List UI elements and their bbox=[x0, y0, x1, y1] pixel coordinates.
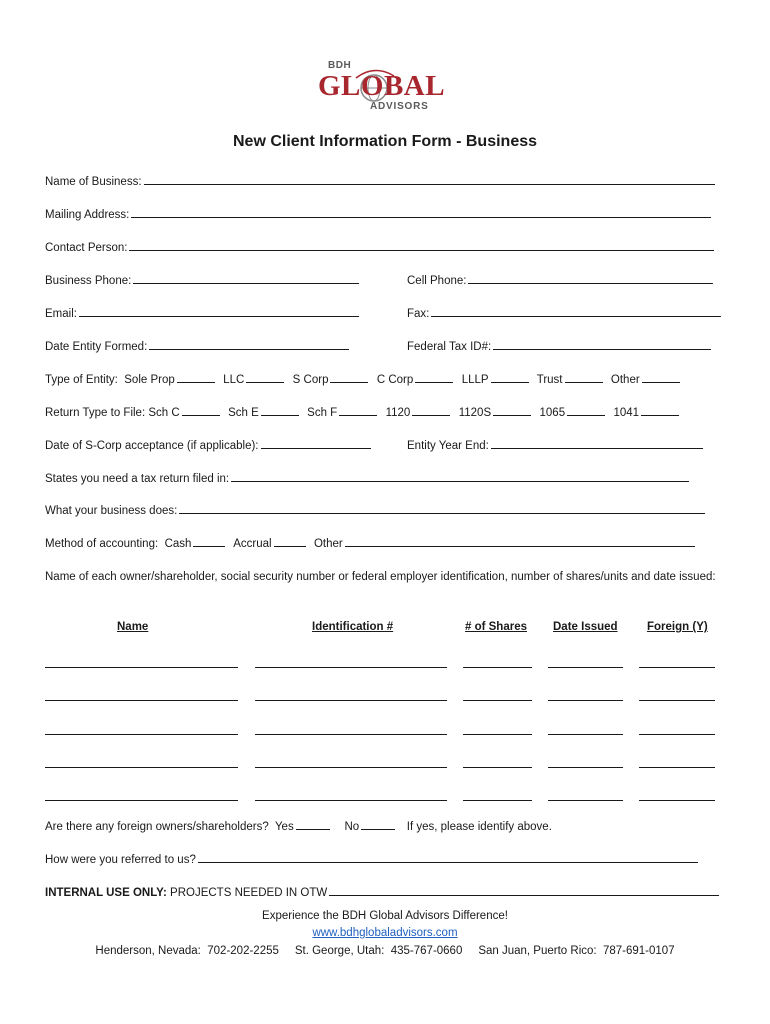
header-foreign: Foreign (Y) bbox=[647, 621, 708, 633]
business-name-row bbox=[45, 174, 717, 188]
business-phone-row bbox=[45, 273, 361, 287]
footer-offices: Henderson, Nevada: 702-202-2255 St. George, Utah: 435-767-0660 San Juan, Puerto Rico: 787-691-0107 bbox=[95, 945, 675, 957]
owner-foreign-field[interactable] bbox=[639, 667, 715, 668]
foreign-question-row bbox=[45, 819, 552, 833]
entity-other-field[interactable] bbox=[642, 372, 680, 383]
return-sch-f: Sch F bbox=[307, 407, 338, 419]
entity-year-end-row bbox=[407, 438, 705, 452]
owner-id-field[interactable] bbox=[255, 767, 447, 768]
logo-global: GLOBAL bbox=[318, 70, 446, 102]
return-type-label: Return Type to File: bbox=[45, 407, 146, 419]
form-title: New Client Information Form - Business bbox=[232, 133, 538, 150]
entity-c-corp: C Corp bbox=[376, 374, 414, 386]
owner-name-field[interactable] bbox=[45, 734, 238, 735]
owner-date-field[interactable] bbox=[548, 667, 623, 668]
header-identification: Identification # bbox=[312, 621, 394, 633]
entity-other: Other bbox=[610, 374, 640, 386]
business-name-label: Name of Business: bbox=[45, 176, 142, 188]
return-sch-c-field[interactable] bbox=[182, 405, 220, 416]
owner-date-field[interactable] bbox=[548, 800, 623, 801]
owner-foreign-field[interactable] bbox=[639, 734, 715, 735]
header-date-issued: Date Issued bbox=[553, 621, 618, 633]
owner-shares-field[interactable] bbox=[463, 700, 532, 701]
fax-label: Fax: bbox=[407, 308, 430, 320]
owner-name-field[interactable] bbox=[45, 800, 238, 801]
owner-id-field[interactable] bbox=[255, 734, 447, 735]
return-1120-field[interactable] bbox=[412, 405, 450, 416]
return-1041: 1041 bbox=[613, 407, 640, 419]
owner-shares-field[interactable] bbox=[463, 800, 532, 801]
return-sch-e-field[interactable] bbox=[261, 405, 299, 416]
email-row bbox=[45, 306, 361, 320]
entity-year-end-field[interactable] bbox=[491, 438, 703, 449]
return-1120s-field[interactable] bbox=[493, 405, 531, 416]
scorp-date-label: Date of S-Corp acceptance (if applicable): bbox=[45, 440, 259, 452]
internal-use-row bbox=[45, 885, 721, 899]
website-link[interactable]: www.bdhglobaladvisors.com bbox=[312, 927, 458, 939]
mailing-address-field[interactable] bbox=[131, 207, 711, 218]
scorp-date-row bbox=[45, 438, 373, 452]
cell-phone-row bbox=[407, 273, 715, 287]
mailing-address-row bbox=[45, 207, 713, 221]
business-does-row bbox=[45, 503, 707, 517]
accounting-accrual: Accrual bbox=[233, 538, 272, 550]
foreign-note: If yes, please identify above. bbox=[406, 821, 552, 833]
mailing-address-label: Mailing Address: bbox=[45, 209, 130, 221]
owner-shares-field[interactable] bbox=[463, 734, 532, 735]
accounting-row bbox=[45, 536, 697, 550]
owner-shares-field[interactable] bbox=[463, 667, 532, 668]
header-name: Name bbox=[117, 621, 149, 633]
cell-phone-label: Cell Phone: bbox=[407, 275, 467, 287]
foreign-no: No bbox=[344, 821, 360, 833]
date-formed-row bbox=[45, 339, 351, 353]
logo-advisors: ADVISORS bbox=[370, 101, 429, 112]
return-type-row bbox=[45, 405, 681, 419]
return-1120s: 1120S bbox=[458, 407, 492, 419]
entity-lllp-field[interactable] bbox=[491, 372, 529, 383]
entity-llc: LLC bbox=[223, 374, 245, 386]
entity-sole-prop-field[interactable] bbox=[177, 372, 215, 383]
federal-tax-id-field[interactable] bbox=[493, 339, 711, 350]
owner-name-field[interactable] bbox=[45, 667, 238, 668]
contact-person-label: Contact Person: bbox=[45, 242, 128, 254]
accounting-label: Method of accounting: bbox=[45, 538, 159, 550]
business-phone-field[interactable] bbox=[133, 273, 359, 284]
states-row bbox=[45, 471, 691, 485]
company-logo bbox=[314, 60, 456, 116]
return-1120: 1120 bbox=[385, 407, 411, 419]
fax-field[interactable] bbox=[431, 306, 721, 317]
entity-llc-field[interactable] bbox=[246, 372, 284, 383]
entity-trust: Trust bbox=[536, 374, 563, 386]
footer-website-row bbox=[0, 927, 770, 939]
business-does-field[interactable] bbox=[179, 503, 705, 514]
header-shares: # of Shares bbox=[465, 621, 527, 633]
entity-c-corp-field[interactable] bbox=[415, 372, 453, 383]
business-phone-label: Business Phone: bbox=[45, 275, 132, 287]
logo-bdh: BDH bbox=[328, 60, 352, 71]
federal-tax-id-label: Federal Tax ID#: bbox=[407, 341, 492, 353]
referred-label: How were you referred to us? bbox=[45, 854, 196, 866]
email-label: Email: bbox=[45, 308, 77, 320]
date-formed-label: Date Entity Formed: bbox=[45, 341, 148, 353]
entity-sole-prop: Sole Prop bbox=[124, 374, 175, 386]
accounting-cash-field[interactable] bbox=[193, 536, 225, 547]
foreign-yes: Yes bbox=[274, 821, 294, 833]
business-name-field[interactable] bbox=[144, 174, 715, 185]
return-1041-field[interactable] bbox=[641, 405, 679, 416]
entity-type-row bbox=[45, 372, 682, 386]
owner-id-field[interactable] bbox=[255, 800, 447, 801]
entity-year-end-label: Entity Year End: bbox=[407, 440, 489, 452]
scorp-date-field[interactable] bbox=[261, 438, 371, 449]
return-sch-c: Sch C bbox=[148, 407, 180, 419]
cell-phone-field[interactable] bbox=[468, 273, 713, 284]
accounting-accrual-field[interactable] bbox=[274, 536, 306, 547]
return-1065: 1065 bbox=[539, 407, 566, 419]
owner-id-field[interactable] bbox=[255, 700, 447, 701]
referred-field[interactable] bbox=[198, 852, 698, 863]
return-1065-field[interactable] bbox=[567, 405, 605, 416]
contact-person-row bbox=[45, 240, 716, 254]
owner-instructions: Name of each owner/shareholder, social security number or federal employer identification, number of shares/units and date issued: bbox=[45, 571, 716, 583]
states-field[interactable] bbox=[231, 471, 689, 482]
accounting-cash: Cash bbox=[164, 538, 192, 550]
owner-id-field[interactable] bbox=[255, 667, 447, 668]
return-sch-e: Sch E bbox=[228, 407, 259, 419]
owner-name-field[interactable] bbox=[45, 700, 238, 701]
entity-type-label: Type of Entity: bbox=[45, 374, 118, 386]
entity-trust-field[interactable] bbox=[565, 372, 603, 383]
referred-row bbox=[45, 852, 700, 866]
foreign-question-label: Are there any foreign owners/shareholders? bbox=[45, 821, 269, 833]
business-does-label: What your business does: bbox=[45, 505, 178, 517]
email-field[interactable] bbox=[79, 306, 359, 317]
states-label: States you need a tax return filed in: bbox=[45, 473, 230, 485]
accounting-other: Other bbox=[313, 538, 343, 550]
owner-foreign-field[interactable] bbox=[639, 800, 715, 801]
contact-person-field[interactable] bbox=[129, 240, 714, 251]
owner-date-field[interactable] bbox=[548, 700, 623, 701]
owner-shares-field[interactable] bbox=[463, 767, 532, 768]
owner-foreign-field[interactable] bbox=[639, 767, 715, 768]
entity-lllp: LLLP bbox=[461, 374, 489, 386]
foreign-yes-field[interactable] bbox=[296, 819, 330, 830]
entity-s-corp: S Corp bbox=[292, 374, 329, 386]
federal-tax-id-row bbox=[407, 339, 713, 353]
footer-tagline: Experience the BDH Global Advisors Difference! bbox=[262, 910, 508, 922]
foreign-no-field[interactable] bbox=[361, 819, 395, 830]
entity-s-corp-field[interactable] bbox=[330, 372, 368, 383]
date-formed-field[interactable] bbox=[149, 339, 349, 350]
owner-name-field[interactable] bbox=[45, 767, 238, 768]
internal-use-label: INTERNAL USE ONLY: bbox=[45, 887, 167, 899]
owner-date-field[interactable] bbox=[548, 767, 623, 768]
fax-row bbox=[407, 306, 723, 320]
return-sch-f-field[interactable] bbox=[339, 405, 377, 416]
owner-foreign-field[interactable] bbox=[639, 700, 715, 701]
internal-use-field[interactable] bbox=[329, 885, 719, 896]
accounting-other-field[interactable] bbox=[345, 536, 695, 547]
owner-date-field[interactable] bbox=[548, 734, 623, 735]
internal-use-text: PROJECTS NEEDED IN OTW bbox=[170, 887, 328, 899]
